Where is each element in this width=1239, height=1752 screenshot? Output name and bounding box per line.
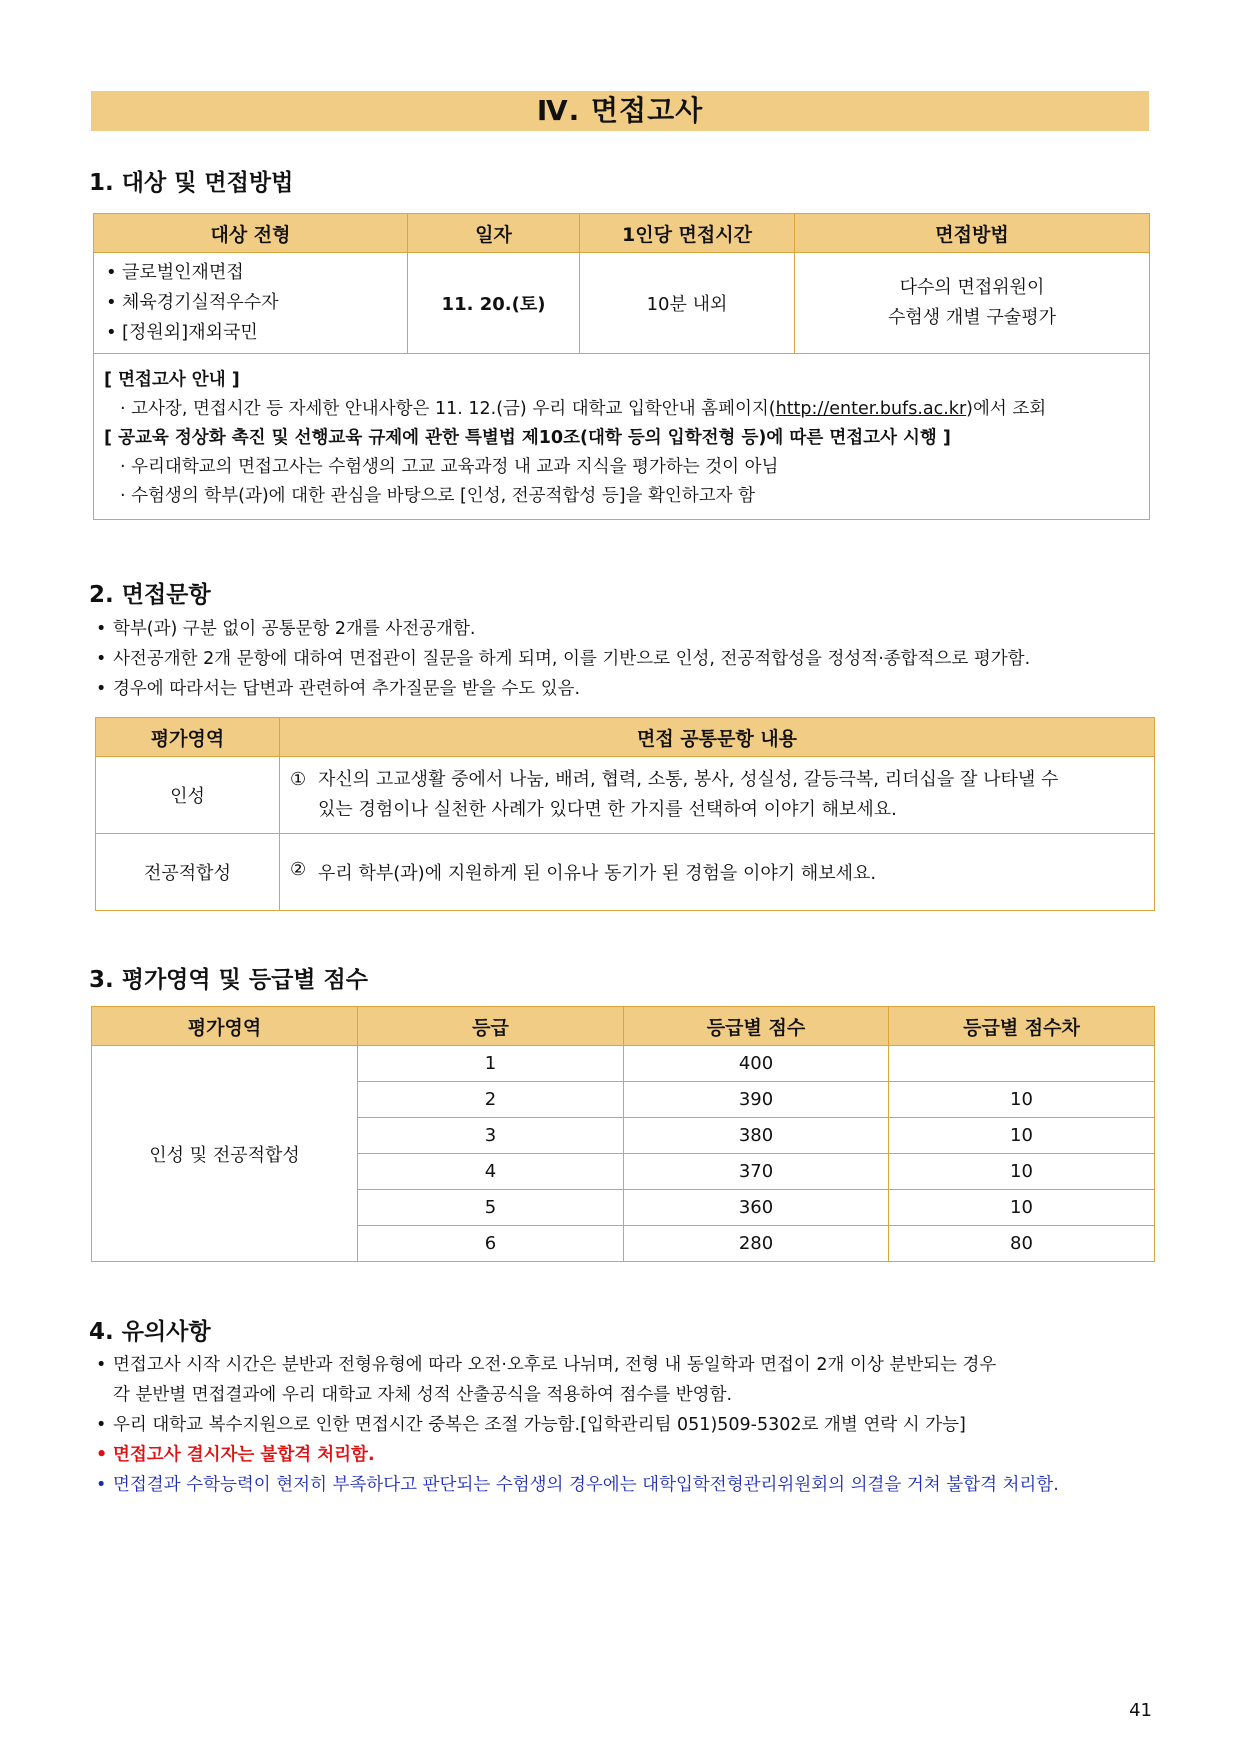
- method-line: 다수의 면접위원이: [899, 277, 1045, 298]
- list-item: • 체육경기실적우수자: [100, 288, 407, 318]
- grade: 1: [358, 1046, 624, 1082]
- law-title: [ 공교육 정상화 촉진 및 선행교육 규제에 관한 특별법 제10조(대학 등의 입학전형 등)에 따른 면접고사 시행 ]: [104, 428, 951, 448]
- list-item: • 학부(과) 구분 없이 공통문항 2개를 사전공개함.: [93, 614, 1030, 644]
- grade: 3: [358, 1118, 624, 1154]
- list-item: • 우리 대학교 복수지원으로 인한 면접시간 중복은 조절 가능함.[입학관리팀 051)509-5302로 개별 연락 시 가능]: [93, 1410, 1059, 1440]
- info-item: • 면접결과 수학능력이 현저히 부족하다고 판단되는 수험생의 경우에는 대학입학전형관리위원회의 의결을 거쳐 불합격 처리함.: [93, 1470, 1059, 1500]
- score: 380: [624, 1118, 889, 1154]
- question-line: 자신의 고교생활 중에서 나눔, 배려, 협력, 소통, 봉사, 성실성, 갈등극복, 리더십을 잘 나타낼 수: [318, 769, 1059, 790]
- score: 370: [624, 1154, 889, 1190]
- interview-method-table: [93, 213, 1150, 520]
- target-list-cell: [94, 253, 408, 354]
- question-area: 전공적합성: [96, 834, 280, 911]
- notice-title: [ 면접고사 안내 ]: [104, 370, 240, 390]
- grade: 4: [358, 1154, 624, 1190]
- score: 400: [624, 1046, 889, 1082]
- list-item: • 면접고사 시작 시간은 분반과 전형유형에 따라 오전·오후로 나뉘며, 전형 내 동일학과 면접이 2개 이상 분반되는 경우 각 분반별 면접결과에 우리 대학교 자체 성적 산출공식을 적용하여 점수를 반영함.: [93, 1350, 1059, 1410]
- question-content: [280, 757, 1155, 834]
- score: 390: [624, 1082, 889, 1118]
- score-diff: 10: [889, 1154, 1155, 1190]
- header-method: 면접방법: [795, 214, 1150, 253]
- header-score-diff: 등급별 점수차: [889, 1007, 1155, 1046]
- list-item: • 사전공개한 2개 문항에 대하여 면접관이 질문을 하게 되며, 이를 기반으로 인성, 전공적합성을 정성적·종합적으로 평가함.: [93, 644, 1030, 674]
- grade: 5: [358, 1190, 624, 1226]
- section3-title: 3. 평가영역 및 등급별 점수: [89, 967, 368, 993]
- section4-title: 4. 유의사항: [89, 1319, 211, 1345]
- evaluation-area: 인성 및 전공적합성: [92, 1046, 358, 1262]
- list-item: • [정원외]재외국민: [100, 318, 407, 348]
- score-diff: 80: [889, 1226, 1155, 1262]
- score-diff: 10: [889, 1118, 1155, 1154]
- list-item: • 경우에 따라서는 답변과 관련하여 추가질문을 받을 수도 있음.: [93, 674, 1030, 704]
- law-line: · 수험생의 학부(과)에 대한 관심을 바탕으로 [인성, 전공적합성 등]을 확인하고자 함: [120, 486, 756, 506]
- header-area: 평가영역: [92, 1007, 358, 1046]
- interview-date: 11. 20.(토): [408, 253, 580, 354]
- score-diff: 10: [889, 1190, 1155, 1226]
- score: 360: [624, 1190, 889, 1226]
- header-target: 대상 전형: [94, 214, 408, 253]
- chapter-banner: Ⅳ. 면접고사: [91, 91, 1149, 131]
- section2-title: 2. 면접문항: [89, 582, 211, 608]
- interview-duration: 10분 내외: [580, 253, 795, 354]
- header-score: 등급별 점수: [624, 1007, 889, 1046]
- header-grade: 등급: [358, 1007, 624, 1046]
- score: 280: [624, 1226, 889, 1262]
- header-area: 평가영역: [96, 718, 280, 757]
- header-date: 일자: [408, 214, 580, 253]
- question-number: ②: [290, 859, 307, 880]
- score-diff: [889, 1046, 1155, 1082]
- page-number: 41: [1129, 1700, 1152, 1721]
- grade-score-table: [91, 1006, 1155, 1262]
- table-row: [92, 1046, 1155, 1082]
- question-line: 우리 학부(과)에 지원하게 된 이유나 동기가 된 경험을 이야기 해보세요.: [318, 863, 877, 884]
- law-line: · 우리대학교의 면접고사는 수험생의 고교 교육과정 내 교과 지식을 평가하는 것이 아님: [120, 457, 779, 477]
- method-line: 수험생 개별 구술평가: [888, 307, 1056, 328]
- target-list: [100, 258, 407, 348]
- question-line: 있는 경험이나 실천한 사례가 있다면 한 가지를 선택하여 이야기 해보세요.: [318, 799, 897, 820]
- homepage-link[interactable]: http://enter.bufs.ac.kr: [775, 399, 967, 419]
- header-question: 면접 공통문항 내용: [280, 718, 1155, 757]
- section2-bullets: [93, 614, 1030, 704]
- interview-question-table: [95, 717, 1155, 911]
- grade: 2: [358, 1082, 624, 1118]
- interview-notice-box: [94, 354, 1150, 520]
- question-area: 인성: [96, 757, 280, 834]
- header-duration: 1인당 면접시간: [580, 214, 795, 253]
- notice-text: · 고사장, 면접시간 등 자세한 안내사항은 11. 12.(금) 우리 대학교 입학안내 홈페이지(http://enter.bufs.ac.kr)에서 조회: [120, 399, 1047, 419]
- section1-title: 1. 대상 및 면접방법: [89, 170, 294, 196]
- list-item: • 글로벌인재면접: [100, 258, 407, 288]
- warning-item: • 면접고사 결시자는 불합격 처리함.: [93, 1440, 1059, 1470]
- question-content: [280, 834, 1155, 911]
- question-number: ①: [290, 769, 307, 790]
- section4-notes: [93, 1350, 1059, 1500]
- score-diff: 10: [889, 1082, 1155, 1118]
- interview-method: [795, 253, 1150, 354]
- grade: 6: [358, 1226, 624, 1262]
